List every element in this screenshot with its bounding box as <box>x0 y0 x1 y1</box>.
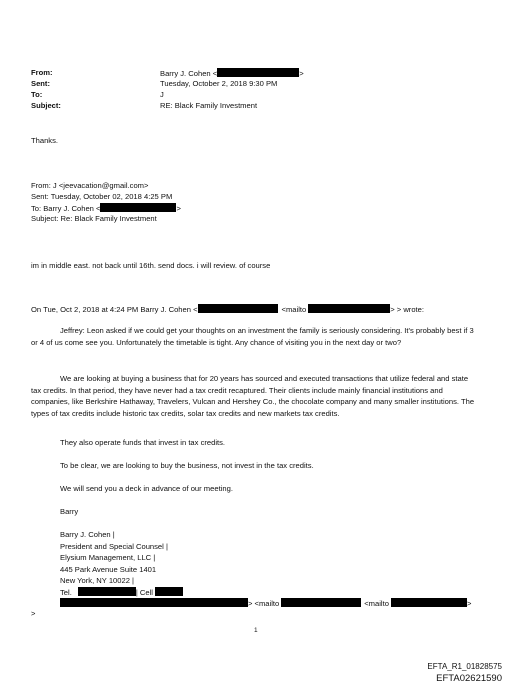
mailto-text: <mailto <box>281 305 307 314</box>
to-value: J <box>160 90 164 99</box>
redaction-bar <box>281 598 361 607</box>
sent-value: Tuesday, October 2, 2018 9:30 PM <box>160 79 278 88</box>
on-prefix: On Tue, Oct 2, 2018 at 4:24 PM Barry J. Cohen < <box>31 305 198 314</box>
signature-phones <box>60 587 183 599</box>
redaction-bar <box>217 68 299 77</box>
paragraph-2: We are looking at buying a business that for 20 years has sourced and executed transactions that utilize federal and state tax credits. In that period, they have never had a tax credit recaptured. Their clients include mainly financial institutions and companies, like Berkshire Hathaway, Travelers, Vulcan and Hershey Co., the chocolate company and many smaller institutions. The types of tax credits include historic tax credits, solar tax credits and new markets tax credits. <box>31 374 475 418</box>
quoted-to-suffix: > <box>176 204 181 213</box>
redaction-bar <box>198 304 278 313</box>
from-name: Barry J. Cohen < <box>160 69 218 78</box>
sent-label: Sent: <box>31 79 50 88</box>
paragraph-4: To be clear, we are looking to buy the business, not invest in the tax credits. <box>60 461 314 470</box>
mailto-2: <mailto <box>364 599 389 608</box>
mailto-1: > <mailto <box>248 599 280 608</box>
cell-label: | Cell <box>135 587 153 597</box>
signature-city: New York, NY 10022 | <box>60 576 135 585</box>
quoted-subject: Subject: Re: Black Family Investment <box>31 214 157 223</box>
quoted-from: From: J <jeevacation@gmail.com> <box>31 181 149 190</box>
to-label: To: <box>31 90 43 99</box>
wrote-text: > > wrote: <box>390 305 425 314</box>
quoted-sent: Sent: Tuesday, October 02, 2018 4:25 PM <box>31 192 173 201</box>
from-close: > <box>299 69 304 78</box>
subject-label: Subject: <box>31 101 61 110</box>
redaction-bar <box>100 203 176 212</box>
signature-name: Barry J. Cohen | <box>60 530 115 539</box>
on-wrote-line <box>31 304 424 315</box>
paragraph-3: They also operate funds that invest in tax credits. <box>60 438 226 447</box>
subject-value: RE: Black Family Investment <box>160 101 258 110</box>
quoted-to <box>31 203 181 214</box>
from-label: From: <box>31 68 53 77</box>
redaction-bar <box>391 598 467 607</box>
signature-company: Elysium Management, LLC | <box>60 553 156 562</box>
paragraph-5: We will send you a deck in advance of our meeting. <box>60 484 233 493</box>
signature-address: 445 Park Avenue Suite 1401 <box>60 564 157 574</box>
reply-body: Thanks. <box>31 136 59 145</box>
trailing-marker: > <box>31 609 36 618</box>
signature-title: President and Special Counsel | <box>60 541 168 551</box>
redaction-bar <box>155 587 183 596</box>
paragraph-1: Jeffrey: Leon asked if we could get your thoughts on an investment the family is seriously considering. It's probably best if 3 or 4 of us come see you. Unfortunately the timetable is tight. Any chance of visiting you in the next day or two? <box>31 326 474 347</box>
paragraph-6: Barry <box>60 507 79 516</box>
quoted-body: im in middle east. not back until 16th. send docs. i will review. of course <box>31 261 271 270</box>
mailto-close: > <box>466 599 472 608</box>
quoted-to-prefix: To: Barry J. Cohen < <box>31 204 101 213</box>
tel-label: Tel. <box>60 587 72 597</box>
redaction-bar <box>60 598 248 607</box>
footer-id-2: EFTA02621590 <box>436 673 502 684</box>
footer-id-1: EFTA_R1_01828575 <box>427 662 502 671</box>
signature-block <box>60 529 183 598</box>
redaction-bar <box>308 304 390 313</box>
from-value <box>160 68 304 79</box>
mailto-line <box>60 598 471 609</box>
redaction-bar <box>78 587 136 596</box>
page-number: 1 <box>254 627 258 634</box>
